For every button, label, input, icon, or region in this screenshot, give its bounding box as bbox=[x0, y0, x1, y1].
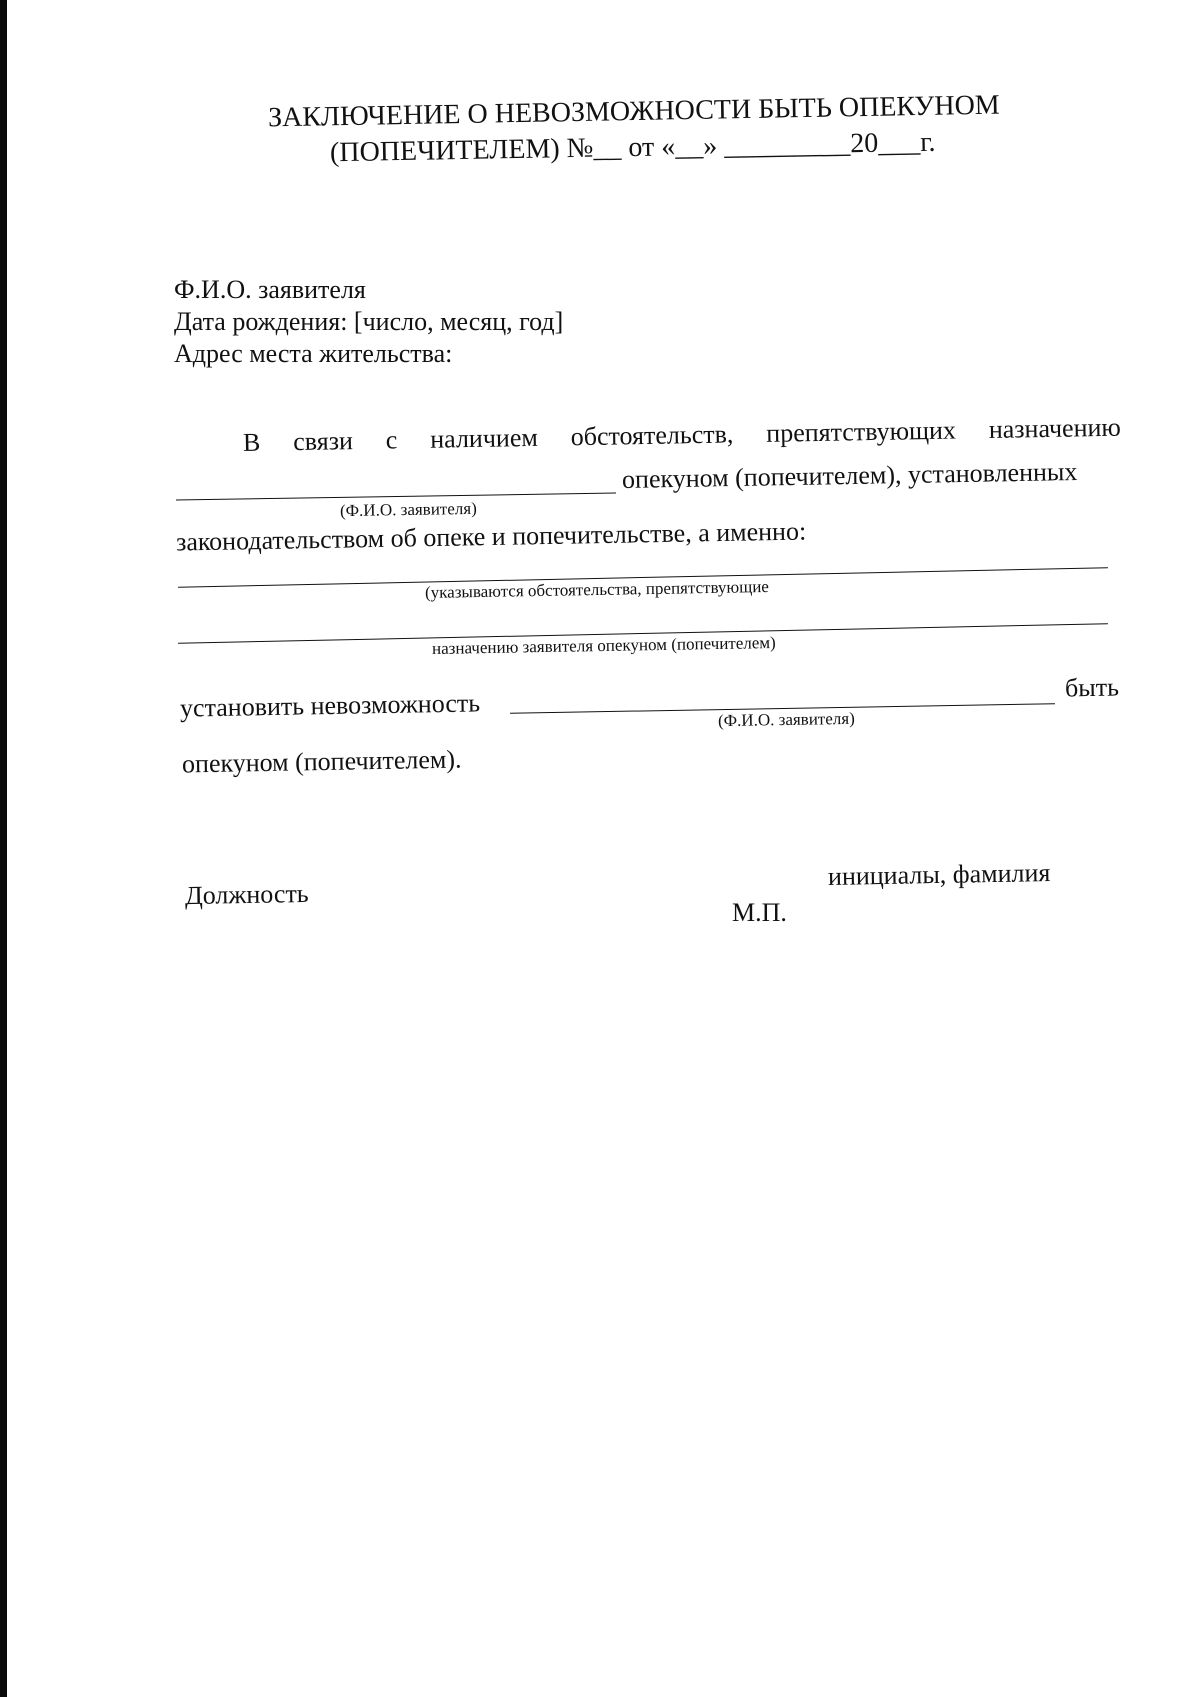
document-title-number-date: (ПОПЕЧИТЕЛЕМ) №__ от «__» _________20___г. bbox=[329, 126, 936, 169]
circumstances-caption-1: (указываются обстоятельства, препятствующие bbox=[424, 577, 770, 602]
document-title: ЗАКЛЮЧЕНИЕ О НЕВОЗМОЖНОСТИ БЫТЬ ОПЕКУНОМ bbox=[267, 89, 1000, 134]
paragraph-first-line bbox=[243, 413, 1121, 458]
applicant-dob-label: Дата рождения: [число, месяц, год] bbox=[174, 307, 564, 336]
paragraph-law-line: законодательством об опеке и попечительстве, а именно: bbox=[175, 516, 807, 557]
paragraph-second-line-tail: опекуном (попечителем), установленных bbox=[621, 457, 1078, 494]
paragraph-word: с bbox=[385, 425, 398, 455]
paragraph-word: В bbox=[242, 427, 261, 457]
paragraph-word: назначению bbox=[988, 412, 1122, 444]
paragraph-word: препятствующих bbox=[766, 415, 957, 448]
paragraph-word: связи bbox=[292, 426, 354, 457]
applicant-name-caption-2: (Ф.И.О. заявителя) bbox=[717, 708, 855, 731]
scan-edge bbox=[0, 0, 7, 1697]
applicant-fio-label: Ф.И.О. заявителя bbox=[174, 275, 366, 304]
stamp-place-label: М.П. bbox=[732, 898, 787, 927]
initials-surname-label: инициалы, фамилия bbox=[827, 858, 1051, 891]
circumstances-caption-2: назначению заявителя опекуном (попечителем) bbox=[431, 633, 776, 658]
paragraph-word: обстоятельств, bbox=[570, 419, 734, 452]
position-label: Должность bbox=[184, 878, 309, 911]
paragraph-word: наличием bbox=[429, 422, 539, 454]
applicant-address-label: Адрес места жительства: bbox=[174, 339, 453, 368]
guardian-closing-text: опекуном (попечителем). bbox=[181, 744, 462, 779]
establish-impossibility-text: установить невозможность bbox=[179, 688, 481, 723]
be-word: быть bbox=[1064, 672, 1120, 703]
applicant-name-caption: (Ф.И.О. заявителя) bbox=[339, 498, 477, 521]
